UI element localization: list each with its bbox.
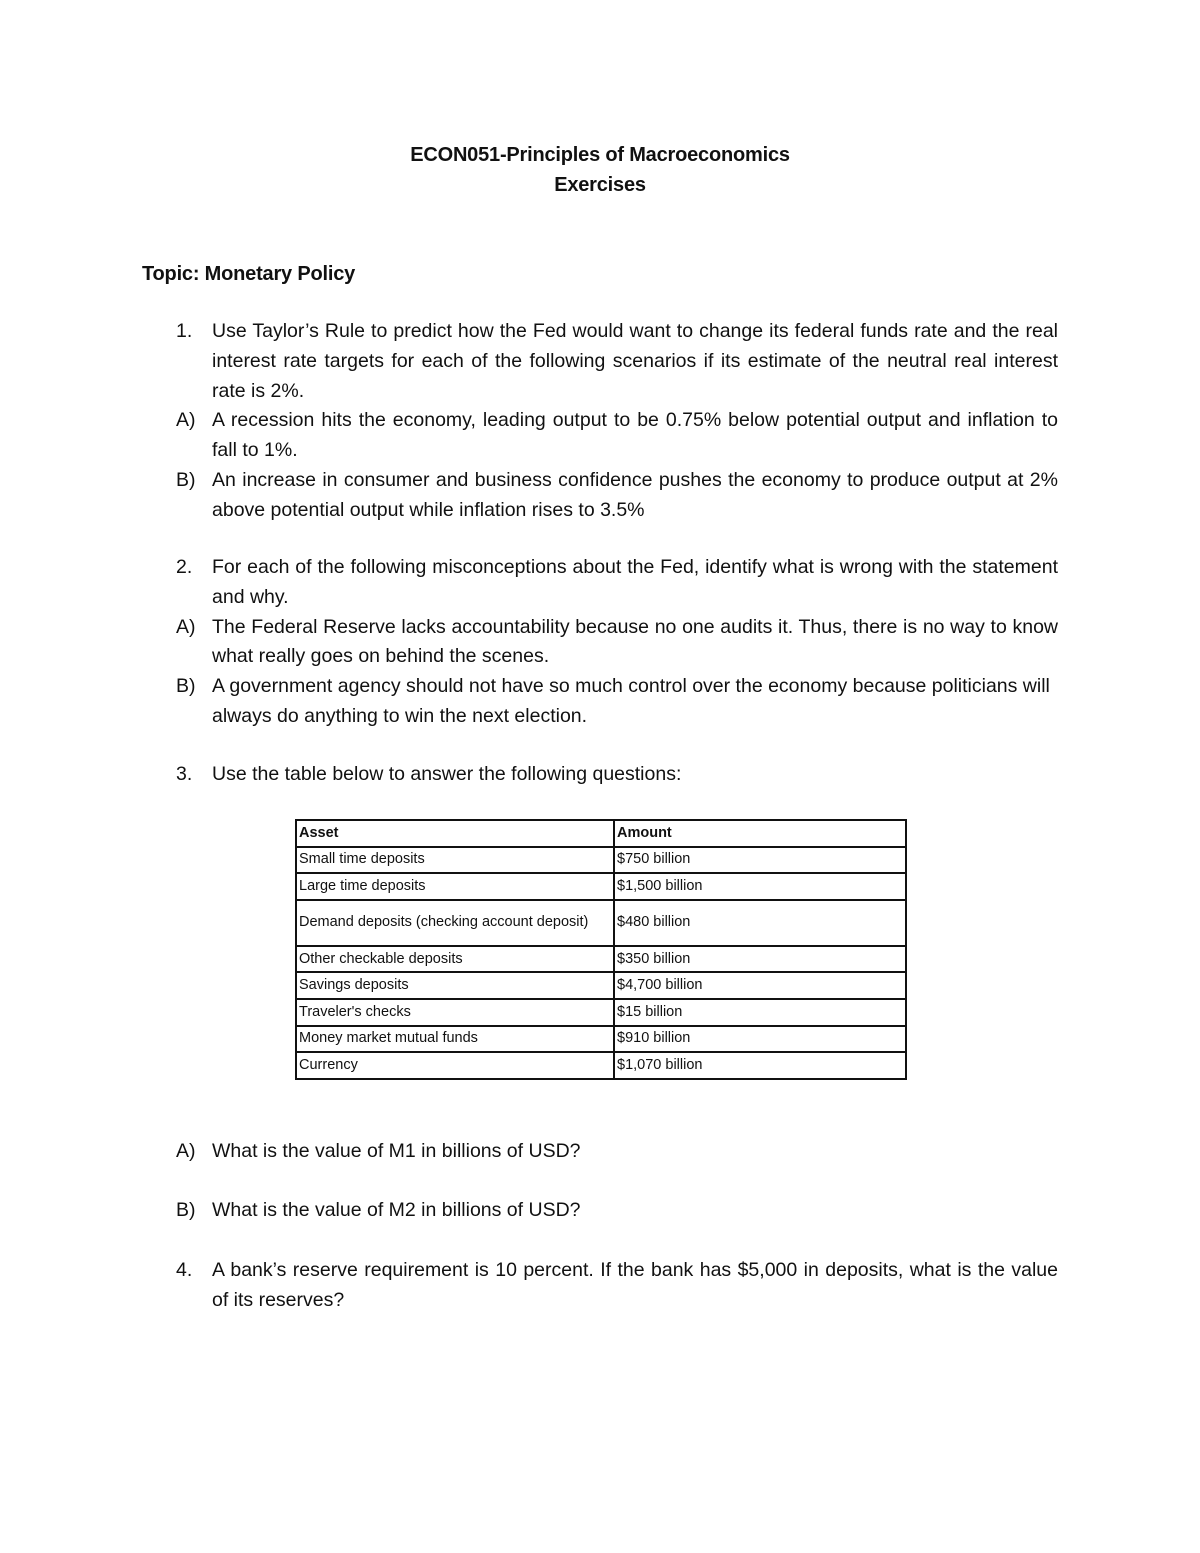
question-2 — [0, 553, 1200, 732]
question-2-stem — [0, 553, 1200, 613]
table-row — [296, 900, 906, 946]
part-marker: A) — [176, 409, 196, 432]
part-text: The Federal Reserve lacks accountability because no one audits it. Thus, there is no way to know what really goes on behind the scenes. — [212, 615, 1058, 668]
question-text: A bank’s reserve requirement is 10 percent. If the bank has $5,000 in deposits, what is the value of its reserves? — [212, 1259, 1058, 1311]
document-subtitle: Exercises — [554, 174, 646, 196]
asset-cell: Other checkable deposits — [296, 946, 614, 973]
part-marker: B) — [176, 675, 196, 698]
question-text: Use Taylor’s Rule to predict how the Fed would want to change its federal funds rate and the real interest rate targets for each of the following scenarios if its estimate of the neutral real interest rate is 2%. — [212, 320, 1058, 402]
table-header-cell: Amount — [614, 820, 906, 847]
table-row — [296, 946, 906, 973]
amount-cell: $750 billion — [614, 847, 906, 874]
amount-cell: $4,700 billion — [614, 972, 906, 999]
amount-cell: $15 billion — [614, 999, 906, 1026]
topic-heading: Topic: Monetary Policy — [142, 263, 356, 285]
part-text: A government agency should not have so much control over the economy because politicians will always do anything to win the next election. — [212, 675, 1050, 727]
table-header-row — [296, 820, 906, 847]
question-number: 4. — [176, 1259, 193, 1281]
table-row — [296, 999, 906, 1026]
question-3-part-b — [0, 1196, 1200, 1226]
part-line — [0, 1196, 1200, 1226]
question-3-stem — [0, 760, 1200, 790]
table-row — [296, 1026, 906, 1053]
table-row — [296, 847, 906, 874]
part-marker: B) — [176, 1199, 196, 1221]
question-1-part-b — [0, 466, 1200, 526]
question-1-stem — [0, 317, 1200, 406]
table-row — [296, 972, 906, 999]
asset-cell: Large time deposits — [296, 873, 614, 900]
part-line — [0, 1137, 1200, 1167]
part-text: A recession hits the economy, leading output to be 0.75% below potential output and inflation to fall to 1%. — [212, 409, 1058, 462]
question-number: 2. — [176, 556, 193, 578]
asset-table — [295, 819, 907, 1080]
question-2-part-b — [0, 672, 1200, 732]
part-text: What is the value of M1 in billions of USD? — [212, 1140, 581, 1162]
amount-cell: $1,070 billion — [614, 1052, 906, 1079]
table-header-cell: Asset — [296, 820, 614, 847]
part-marker: A) — [176, 615, 196, 638]
question-number: 3. — [176, 763, 193, 785]
amount-cell: $350 billion — [614, 946, 906, 973]
asset-cell: Money market mutual funds — [296, 1026, 614, 1053]
question-text: For each of the following misconceptions about the Fed, identify what is wrong with the statement and why. — [212, 556, 1058, 608]
asset-cell: Traveler's checks — [296, 999, 614, 1026]
question-3 — [0, 760, 1200, 790]
table-row — [296, 873, 906, 900]
asset-cell: Small time deposits — [296, 847, 614, 874]
part-marker: A) — [176, 1140, 196, 1162]
question-1 — [0, 317, 1200, 526]
amount-cell: $1,500 billion — [614, 873, 906, 900]
table-row — [296, 1052, 906, 1079]
question-3-part-a — [0, 1137, 1200, 1167]
question-text: Use the table below to answer the following questions: — [212, 763, 682, 785]
asset-cell: Savings deposits — [296, 972, 614, 999]
part-text: What is the value of M2 in billions of USD? — [212, 1199, 581, 1221]
question-number: 1. — [176, 320, 193, 342]
amount-cell: $480 billion — [614, 900, 906, 946]
part-text: An increase in consumer and business confidence pushes the economy to produce output at 2% above potential output while inflation rises to 3.5% — [212, 468, 1058, 521]
amount-cell: $910 billion — [614, 1026, 906, 1053]
question-4-stem — [0, 1256, 1200, 1316]
question-4 — [0, 1256, 1200, 1316]
course-title: ECON051-Principles of Macroeconomics — [410, 144, 790, 166]
question-1-part-a — [0, 406, 1200, 466]
asset-cell: Currency — [296, 1052, 614, 1079]
question-2-part-a — [0, 613, 1200, 673]
asset-cell: Demand deposits (checking account deposit) — [296, 900, 614, 946]
part-marker: B) — [176, 468, 196, 491]
